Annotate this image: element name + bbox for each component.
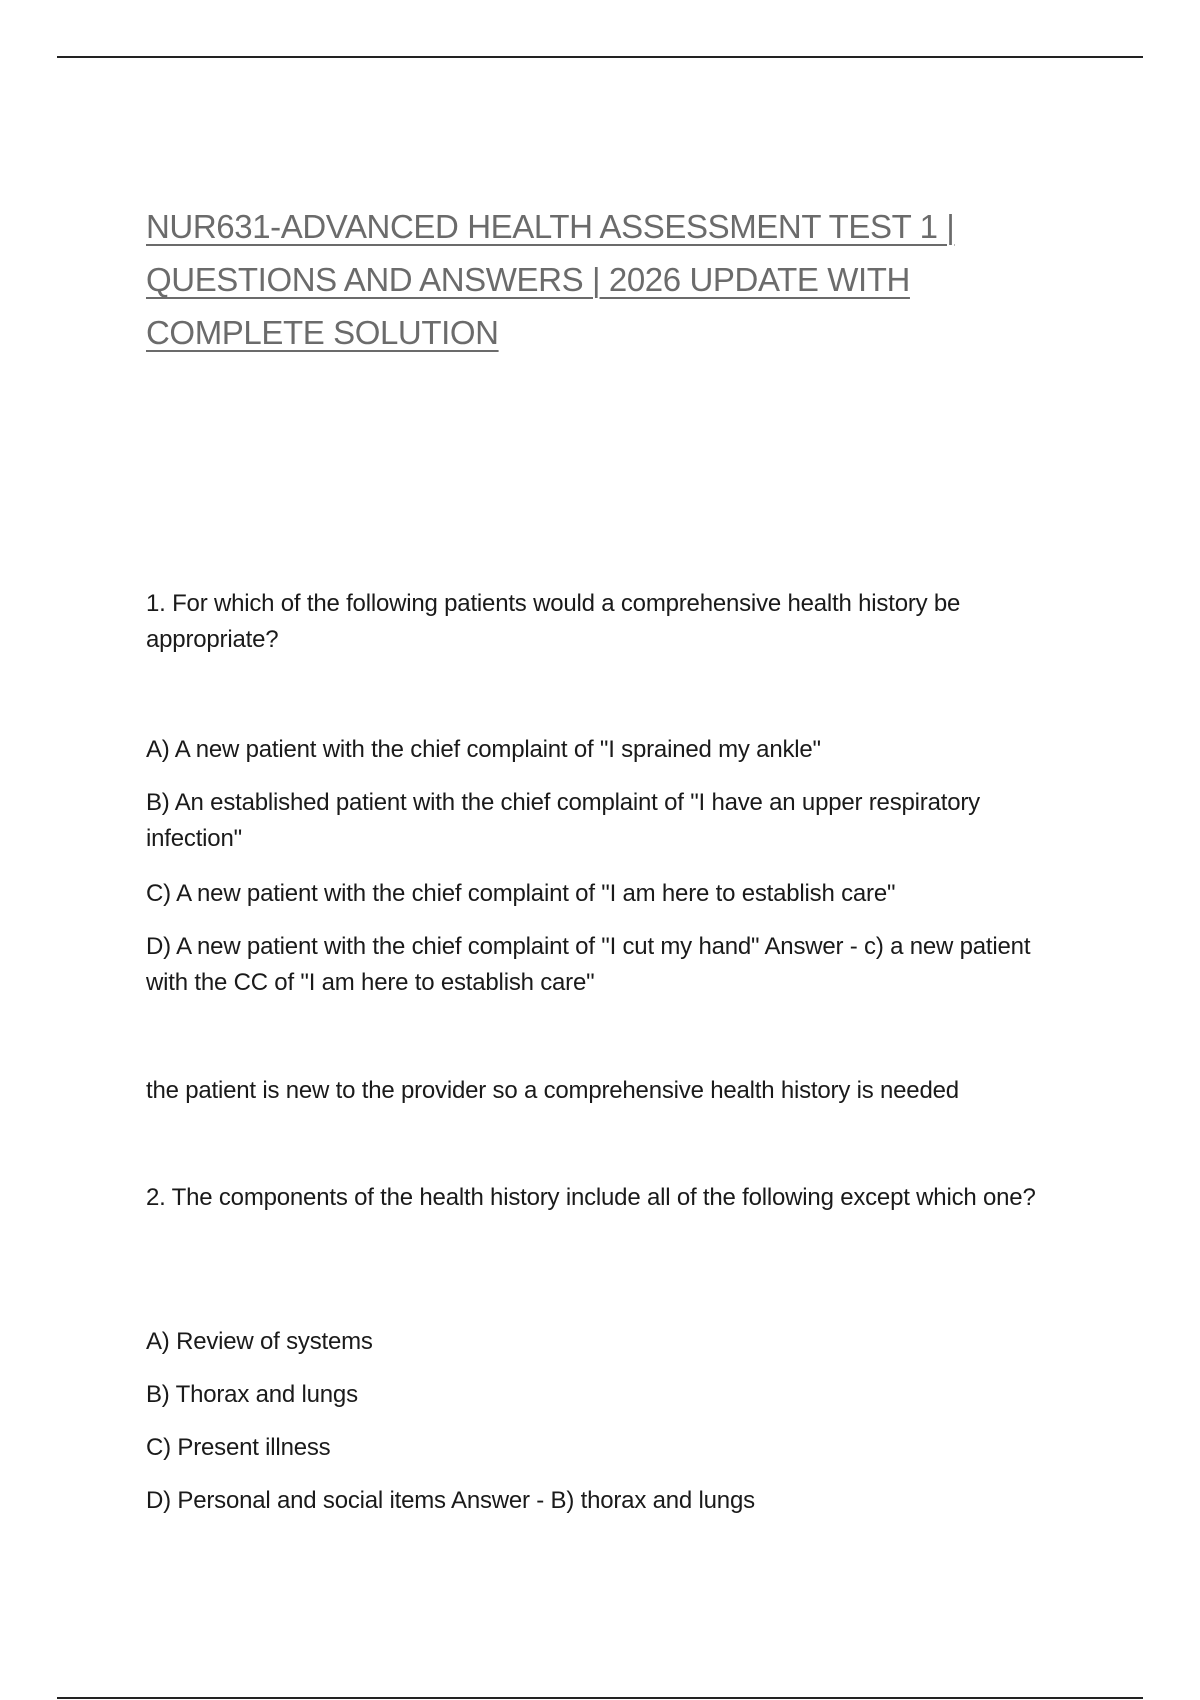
header-rule [57, 56, 1143, 58]
question-1-option-b: B) An established patient with the chief complaint of "I have an upper respiratory infection" [146, 789, 980, 852]
question-1-prompt: 1. For which of the following patients would a comprehensive health history be appropriate? [146, 590, 961, 653]
footer-rule [57, 1697, 1143, 1699]
question-2-option-b: B) Thorax and lungs [146, 1381, 358, 1408]
question-1-option-d-answer: D) A new patient with the chief complaint of "I cut my hand" Answer - c) a new patient with the CC of "I am here to establish care" [146, 933, 1031, 996]
title-line: NUR631-ADVANCED HEALTH ASSESSMENT TEST 1 | [146, 208, 955, 245]
question-2-option-d-answer: D) Personal and social items Answer - B) thorax and lungs [146, 1487, 755, 1514]
question-2-option-a: A) Review of systems [146, 1328, 373, 1355]
question-1-option-c: C) A new patient with the chief complaint of "I am here to establish care" [146, 880, 896, 907]
question-1-option-a: A) A new patient with the chief complaint of "I sprained my ankle" [146, 736, 821, 763]
title-line: QUESTIONS AND ANSWERS | 2026 UPDATE WITH [146, 261, 910, 298]
question-2-prompt: 2. The components of the health history include all of the following except which one? [146, 1184, 1036, 1211]
title-line: COMPLETE SOLUTION [146, 314, 499, 351]
question-2-option-c: C) Present illness [146, 1434, 331, 1461]
question-1-rationale: the patient is new to the provider so a comprehensive health history is needed [146, 1077, 959, 1104]
document-title [146, 200, 1046, 359]
